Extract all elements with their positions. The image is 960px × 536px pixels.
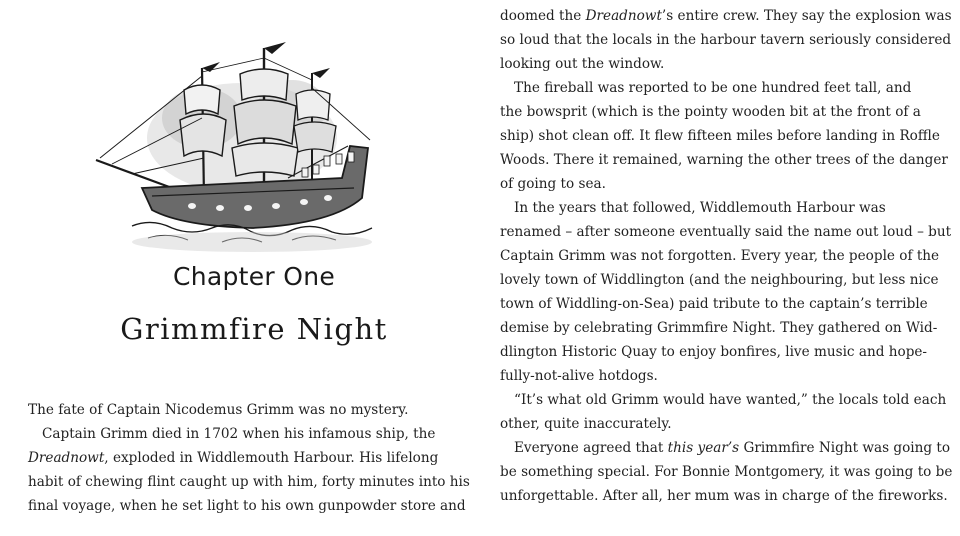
- sailing-ship-illustration: [92, 28, 382, 258]
- body-text-line: be something special. For Bonnie Montgomery, it was going to be: [500, 464, 953, 480]
- body-text-line: Everyone agreed that this year’s Grimmfire Night was going to: [514, 440, 951, 456]
- body-text-line: final voyage, when he set light to his own gunpowder store and: [28, 498, 466, 514]
- body-text-line: demise by celebrating Grimmfire Night. They gathered on Wid-: [500, 320, 938, 336]
- body-text-line: so loud that the locals in the harbour tavern seriously considered: [500, 32, 952, 48]
- body-text-line: renamed – after someone eventually said the name out loud – but: [500, 224, 952, 240]
- body-text-line: lovely town of Widdlington (and the neighbouring, but less nice: [500, 272, 939, 288]
- italic-text: this year’s: [667, 440, 740, 456]
- body-text-line: Captain Grimm died in 1702 when his infamous ship, the: [42, 426, 436, 442]
- body-text-line: ship) shot clean off. It flew fifteen miles before landing in Roffle: [500, 128, 940, 144]
- italic-text: Dreadnowt: [28, 450, 105, 466]
- chapter-title: Grimmfire Night: [120, 312, 388, 346]
- body-text-line: other, quite inaccurately.: [500, 416, 672, 432]
- left-page-body: [28, 398, 468, 518]
- body-text-line: fully-not-alive hotdogs.: [500, 368, 658, 384]
- body-text-line: dlington Historic Quay to enjoy bonfires, live music and hope-: [500, 344, 928, 360]
- body-text-line: of going to sea.: [500, 176, 606, 192]
- body-text-line: habit of chewing flint caught up with him, forty minutes into his: [28, 474, 470, 490]
- chapter-label: Chapter One: [172, 262, 336, 291]
- body-text-line: The fireball was reported to be one hundred feet tall, and: [514, 80, 912, 96]
- italic-text: Dreadnowt: [585, 8, 662, 24]
- body-text-line: unforgettable. After all, her mum was in charge of the fireworks.: [500, 488, 948, 504]
- body-text-line: looking out the window.: [500, 56, 665, 72]
- body-text-line: town of Widdling-on-Sea) paid tribute to the captain’s terrible: [500, 296, 928, 312]
- right-page: [480, 0, 960, 536]
- body-text-line: Dreadnowt, exploded in Widdlemouth Harbour. His lifelong: [28, 450, 439, 466]
- body-text-line: In the years that followed, Widdlemouth Harbour was: [514, 200, 886, 216]
- body-text-line: Captain Grimm was not forgotten. Every year, the people of the: [500, 248, 940, 264]
- body-text-line: Woods. There it remained, warning the other trees of the danger: [500, 152, 948, 168]
- body-text-line: “It’s what old Grimm would have wanted,” the locals told each: [514, 392, 947, 408]
- body-text-line: The fate of Captain Nicodemus Grimm was no mystery.: [28, 402, 409, 418]
- body-text-line: the bowsprit (which is the pointy wooden bit at the front of a: [500, 104, 921, 120]
- right-page-body: [500, 4, 953, 508]
- body-text-line: doomed the Dreadnowt’s entire crew. They say the explosion was: [500, 8, 952, 24]
